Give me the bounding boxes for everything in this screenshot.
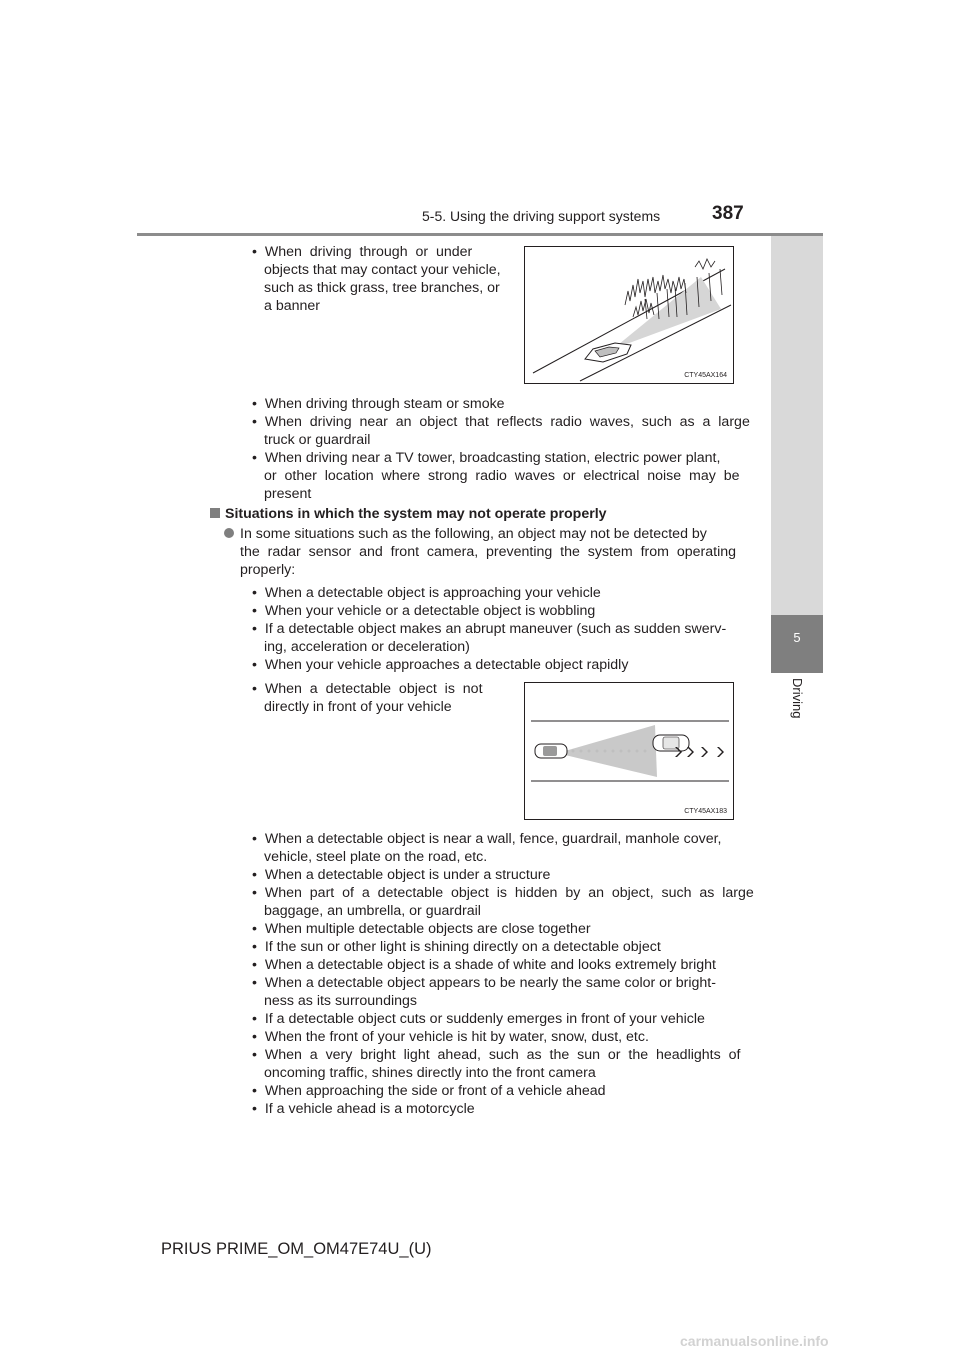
footer-model: PRIUS PRIME_OM_OM47E74U_(U) <box>161 1240 432 1258</box>
text-line: objects that may contact your vehicle, <box>264 262 501 278</box>
text-line: • When a detectable object is not <box>252 681 483 697</box>
text-line: oncoming traffic, shines directly into the front camera <box>264 1065 596 1081</box>
text-line: • When a detectable object is under a structure <box>252 867 551 883</box>
text-line: baggage, an umbrella, or guardrail <box>264 903 481 919</box>
text-line: or other location where strong radio waves or electrical noise may be <box>264 468 740 484</box>
chapter-label: Driving <box>790 678 805 719</box>
watermark: carmanualsonline.info <box>680 1333 829 1349</box>
text-line: • When part of a detectable object is hidden by an object, such as large <box>252 885 754 901</box>
text-line: Situations in which the system may not operate properly <box>225 506 607 522</box>
text-line: • When driving near a TV tower, broadcasting station, electric power plant, <box>252 450 721 466</box>
illustration-offset-object <box>524 682 734 820</box>
page-number: 387 <box>712 203 744 224</box>
chapter-number: 5 <box>793 630 801 645</box>
text-line: • When your vehicle approaches a detectable object rapidly <box>252 657 629 673</box>
text-line: • When the front of your vehicle is hit by water, snow, dust, etc. <box>252 1029 649 1045</box>
text-line: • When driving through or under <box>252 244 473 260</box>
text-line: present <box>264 486 312 502</box>
section-title: 5-5. Using the driving support systems <box>422 208 661 224</box>
text-line: directly in front of your vehicle <box>264 699 452 715</box>
text-line: • When a very bright light ahead, such as the sun or the headlights of <box>252 1047 741 1063</box>
text-line: • When a detectable object is near a wall, fence, guardrail, manhole cover, <box>252 831 722 847</box>
header-rule <box>137 233 823 236</box>
text-line: • If a vehicle ahead is a motorcycle <box>252 1101 475 1117</box>
text-line: vehicle, steel plate on the road, etc. <box>264 849 488 865</box>
text-line: • When driving near an object that reflects radio waves, such as a large <box>252 414 750 430</box>
figure-code: CTY45AX183 <box>684 808 727 815</box>
text-line: truck or guardrail <box>264 432 371 448</box>
text-line: In some situations such as the following, an object may not be detected by <box>240 526 707 542</box>
text-line: ness as its surroundings <box>264 993 417 1009</box>
circle-bullet-icon <box>224 528 234 538</box>
text-line: • When a detectable object appears to be nearly the same color or bright- <box>252 975 716 991</box>
figure-code: CTY45AX164 <box>684 372 727 379</box>
text-line: • When approaching the side or front of a vehicle ahead <box>252 1083 606 1099</box>
text-line: ing, acceleration or deceleration) <box>264 639 470 655</box>
text-line: properly: <box>240 562 296 578</box>
text-line: such as thick grass, tree branches, or <box>264 280 500 296</box>
own-car-icon <box>535 744 567 758</box>
vehicle-ahead-icon <box>653 735 689 751</box>
text-line: • When a detectable object is approaching your vehicle <box>252 585 601 601</box>
illustration-grass-branches <box>524 246 734 384</box>
text-line: the radar sensor and front camera, preventing the system from operating <box>240 544 737 560</box>
text-line: • When driving through steam or smoke <box>252 396 505 412</box>
grass-scene-graphic <box>525 247 733 383</box>
offset-scene-graphic <box>525 683 733 819</box>
square-bullet-icon <box>210 508 220 518</box>
text-line: • If the sun or other light is shining directly on a detectable object <box>252 939 661 955</box>
text-line: • If a detectable object makes an abrupt maneuver (such as sudden swerv- <box>252 621 727 637</box>
text-line: • If a detectable object cuts or suddenly emerges in front of your vehicle <box>252 1011 705 1027</box>
text-line: • When a detectable object is a shade of white and looks extremely bright <box>252 957 716 973</box>
text-line: a banner <box>264 298 321 314</box>
text-line: • When multiple detectable objects are close together <box>252 921 591 937</box>
text-line: • When your vehicle or a detectable object is wobbling <box>252 603 596 619</box>
chapter-tab-bar <box>771 236 823 616</box>
